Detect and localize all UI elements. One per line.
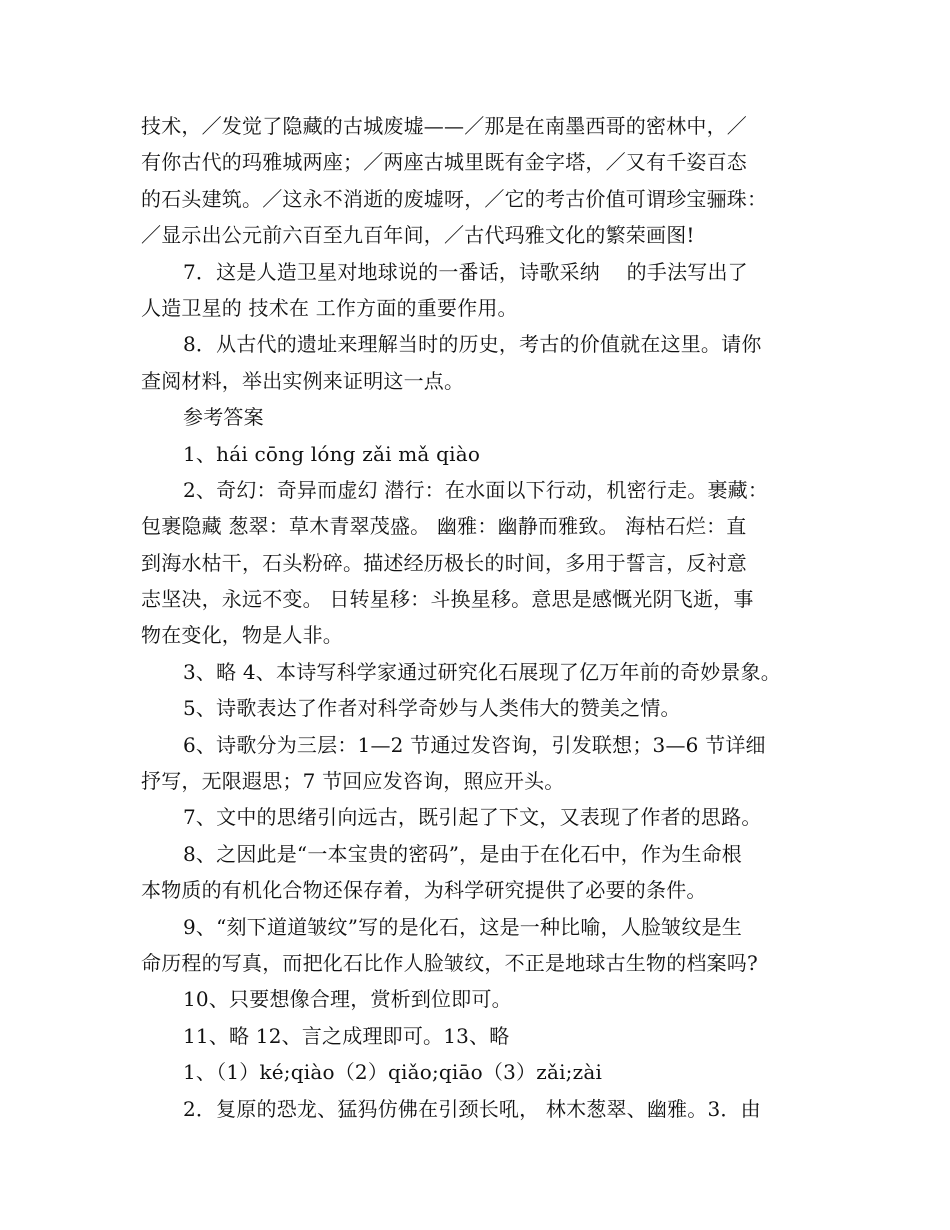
- answer-7-line: 7、文中的思绪引向远古，既引起了下文，又表现了作者的思路。: [183, 805, 762, 830]
- exercise-answer-2-3-line: 2．复原的恐龙、猛犸仿佛在引颈长吼， 林木葱翠、幽雅。3．由: [183, 1096, 761, 1121]
- text-line: 到海水枯干，石头粉碎。描述经历极长的时间，多用于誓言，反衬意: [141, 550, 747, 575]
- answer-1-line: 1、hái cōng lóng zǎi mǎ qiào: [183, 441, 481, 466]
- text-line: 物在变化，物是人非。: [141, 623, 343, 648]
- text-line: ／显示出公元前六百至九百年间，／古代玛雅文化的繁荣画图!: [141, 223, 695, 248]
- question-8-line: 8．从古代的遗址来理解当时的历史，考古的价值就在这里。请你: [183, 332, 762, 357]
- text-line: 人造卫星的 技术在 工作方面的重要作用。: [141, 295, 518, 320]
- text-line: 包裹隐藏 葱翠：草木青翠茂盛。 幽雅：幽静而雅致。 海枯石烂：直: [141, 514, 747, 539]
- text-line: 志坚决，永远不变。 日转星移：斗换星移。意思是感慨光阴飞逝，事: [141, 587, 754, 612]
- answer-9-line: 9、“刻下道道皱纹”写的是化石，这是一种比喻，人脸皱纹是生: [183, 914, 742, 939]
- answer-11-13-line: 11、略 12、言之成理即可。13、略: [183, 1023, 510, 1048]
- text-line: 有你古代的玛雅城两座；／两座古城里既有金字塔，／又有千姿百态: [141, 150, 747, 175]
- text-line: 的石头建筑。／这永不消逝的废墟呀，／它的考古价值可谓珍宝骊珠：: [141, 186, 768, 211]
- answer-3-4-line: 3、略 4、本诗写科学家通过研究化石展现了亿万年前的奇妙景象。: [183, 659, 782, 684]
- text-line: 命历程的写真，而把化石比作人脸皱纹，不正是地球古生物的档案吗?: [141, 950, 758, 975]
- answer-6-line: 6、诗歌分为三层：1—2 节通过发咨询，引发联想；3—6 节详细: [183, 732, 766, 757]
- text-line: 技术，／发觉了隐藏的古城废墟——／那是在南墨西哥的密林中，／: [141, 114, 747, 138]
- document-body: [141, 108, 816, 1127]
- answer-10-line: 10、只要想像合理，赏析到位即可。: [183, 987, 512, 1012]
- answer-8-line: 8、之因此是“一本宝贵的密码”，是由于在化石中，作为生命根: [183, 841, 742, 866]
- answer-5-line: 5、诗歌表达了作者对科学奇妙与人类伟大的赞美之情。: [183, 696, 681, 721]
- answer-heading: 参考答案: [183, 405, 264, 430]
- exercise-answer-1-line: 1、（1）ké;qiào（2）qiǎo;qiāo（3）zǎi;zài: [183, 1060, 603, 1085]
- answer-2-line: 2、奇幻：奇异而虚幻 潜行：在水面以下行动，机密行走。裹藏：: [183, 477, 769, 502]
- text-line: 本物质的有机化合物还保存着，为科学研究提供了必要的条件。: [141, 878, 707, 903]
- question-7-line: 7．这是人造卫星对地球说的一番话，诗歌采纳 的手法写出了: [183, 259, 748, 284]
- text-line: 抒写，无限遐思；7 节回应发咨询，照应开头。: [141, 769, 565, 794]
- text-line: 查阅材料，举出实例来证明这一点。: [141, 368, 465, 393]
